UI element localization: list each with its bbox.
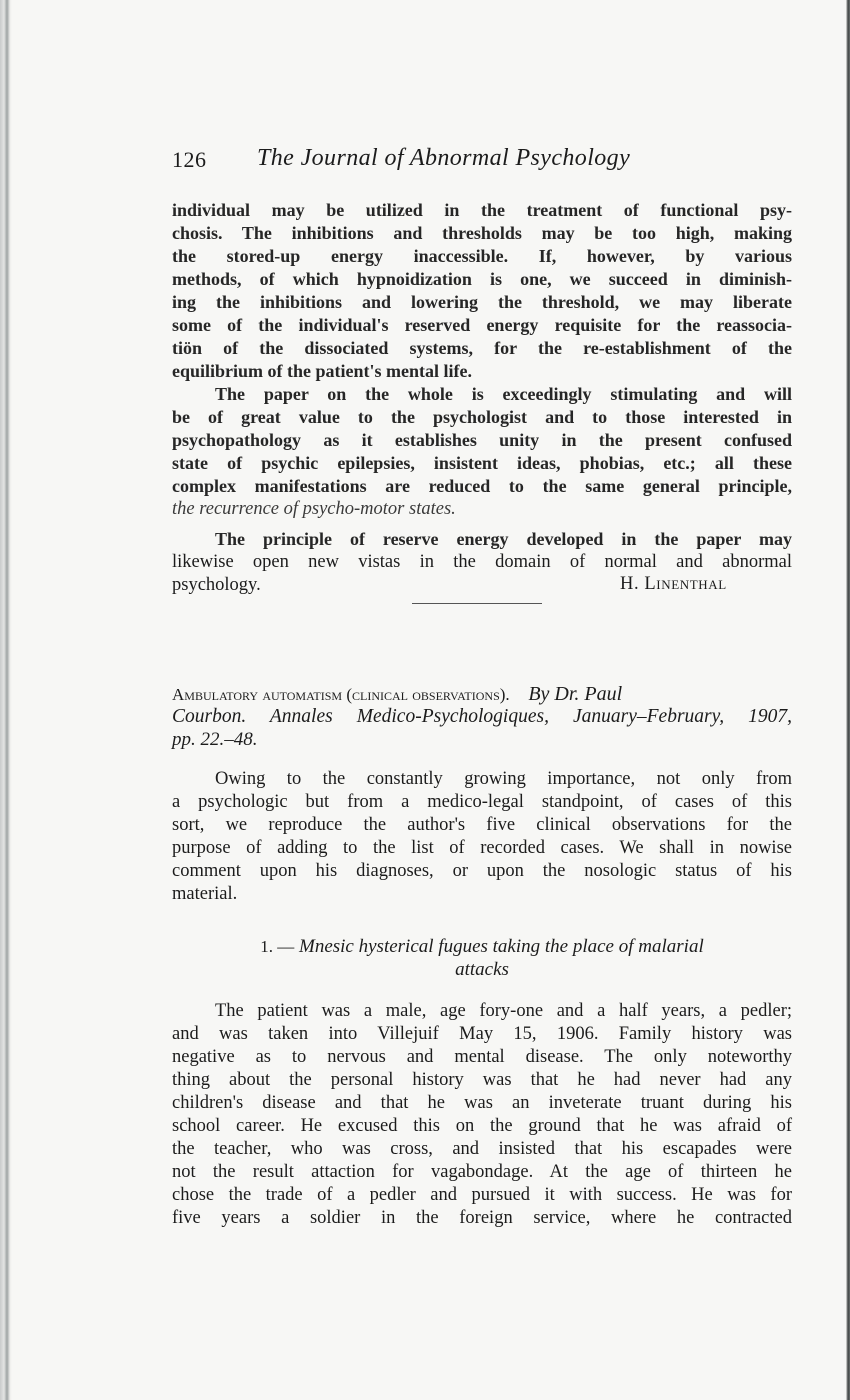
case-heading [172, 936, 792, 958]
text-line: negative as to nervous and mental disease. The only noteworthy [172, 1047, 792, 1067]
text-line: state of psychic epilepsies, insistent ideas, phobias, etc.; all these [172, 453, 792, 473]
text-line: The principle of reserve energy developed in the paper may [215, 529, 792, 549]
text-line: thing about the personal history was that he had never had any [172, 1070, 792, 1090]
text-line: chosis. The inhibitions and thresholds may be too high, making [172, 223, 792, 243]
page-binding-edge [0, 0, 12, 1400]
text-line: methods, of which hypnoidization is one, we succeed in diminish- [172, 269, 792, 289]
case-title: Mnesic hysterical fugues taking the place of malarial [299, 936, 704, 957]
running-title: The Journal of Abnormal Psychology [257, 145, 631, 171]
text-line: comment upon his diagnoses, or upon the nosologic status of his [172, 861, 792, 881]
text-line: chose the trade of a pedler and pursued it with success. He was for [172, 1185, 792, 1205]
case-heading-continued: attacks [455, 959, 509, 980]
article-author: By Dr. Paul [528, 683, 623, 705]
text-line: psychology. [172, 575, 261, 595]
page-header [172, 143, 792, 177]
text-line: and was taken into Villejuif May 15, 1906. Family history was [172, 1024, 792, 1044]
text-line: material. [172, 884, 238, 904]
case-number: 1. — [260, 937, 295, 956]
emphasis-line: the recurrence of psycho-motor states. [172, 499, 456, 519]
citation-pages: pp. 22.–48. [172, 729, 258, 750]
citation-line-2: Courbon. Annales Medico-Psychologiques, January–February, 1907, [172, 706, 792, 727]
text-line: equilibrium of the patient's mental life. [172, 361, 472, 381]
text-line: be of great value to the psychologist and to those interested in [172, 407, 792, 427]
text-line: The paper on the whole is exceedingly stimulating and will [215, 384, 792, 404]
text-line: sort, we reproduce the author's five clinical observations for the [172, 815, 792, 835]
text-line: purpose of adding to the list of recorded cases. We shall in nowise [172, 838, 792, 858]
text-line: not the result attaction for vagabondage. At the age of thirteen he [172, 1162, 792, 1182]
text-line: likewise open new vistas in the domain of normal and abnormal [172, 552, 792, 572]
citation-line-1 [172, 683, 792, 706]
text-line: The patient was a male, age fory-one and a half years, a pedler; [215, 1001, 792, 1021]
text-line: five years a soldier in the foreign service, where he contracted [172, 1208, 792, 1228]
text-line: ing the inhibitions and lowering the threshold, we may liberate [172, 292, 792, 312]
page-right-edge [846, 0, 850, 1400]
text-line: the stored-up energy inaccessible. If, however, by various [172, 246, 792, 266]
text-line: individual may be utilized in the treatment of functional psy- [172, 200, 792, 220]
text-line: complex manifestations are reduced to the same general principle, [172, 476, 792, 496]
article-title: Ambulatory automatism (clinical observations). [172, 685, 510, 704]
text-line: school career. He excused this on the ground that he was afraid of [172, 1116, 792, 1136]
reviewer-signature: H. Linenthal [620, 574, 727, 594]
page-number: 126 [172, 147, 207, 172]
text-line: a psychologic but from a medico-legal standpoint, of cases of this [172, 792, 792, 812]
section-divider [412, 603, 542, 604]
text-line: tiön of the dissociated systems, for the re-establishment of the [172, 338, 792, 358]
text-line: children's disease and that he was an inveterate truant during his [172, 1093, 792, 1113]
text-line: the teacher, who was cross, and insisted that his escapades were [172, 1139, 792, 1159]
text-line: Owing to the constantly growing importance, not only from [215, 769, 792, 789]
text-line: some of the individual's reserved energy requisite for the reassocia- [172, 315, 792, 335]
text-line: psychopathology as it establishes unity in the present confused [172, 430, 792, 450]
